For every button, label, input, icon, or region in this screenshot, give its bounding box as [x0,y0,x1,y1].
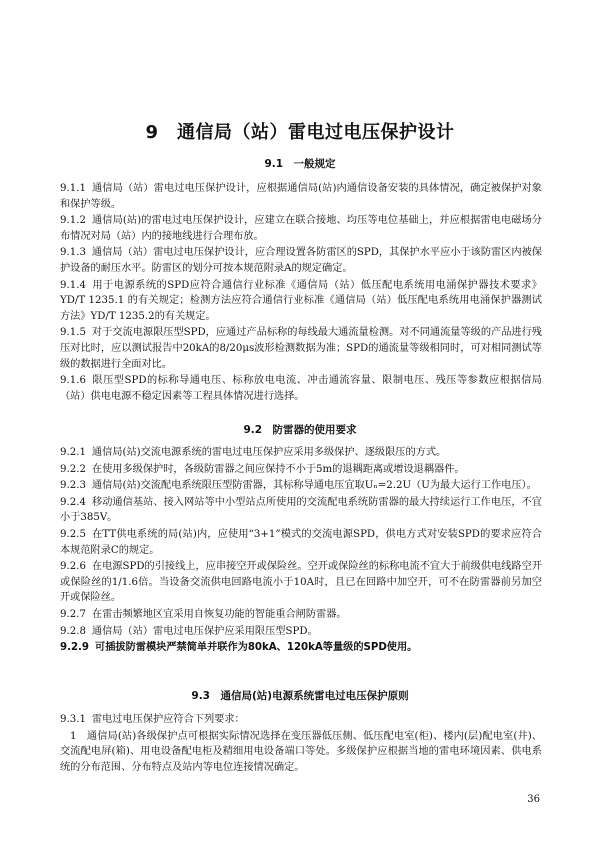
clause-paragraph [60,559,542,606]
section-9-3 [60,712,542,776]
clause-paragraph [60,325,542,372]
section-heading-9-2: 9.2 防雷器的使用要求 [243,424,357,436]
clause-paragraph [60,495,542,526]
clause-number: 9.1.2 [60,215,86,227]
clause-number: 9.1.6 [60,375,86,387]
clause-paragraph [60,712,542,728]
clause-paragraph [60,607,542,623]
page-number: 36 [527,794,540,805]
clause-paragraph [60,181,542,212]
section-9-2 [60,445,542,657]
clause-number: 9.1.4 [60,279,86,291]
clause-paragraph [60,213,542,244]
clause-number: 9.2.9 [60,642,90,654]
clause-paragraph [60,478,542,494]
clause-text: 通信局(站)交流配电系统限压型防雷器，其标称导通电压宜取Uₙ=2.2U（U为最大运行工作电压）。 [91,480,537,492]
clause-text: 用于电源系统的SPD应符合通信行业标准《通信局（站）低压配电系统用电涌保护器技术要求》YD/T 1235.1 的有关规定；检测方法应符合通信行业标准《通信局（站）低压配电系统用电涌保护器测试方法》YD/T 1235.2的有关规定。 [60,279,542,322]
clause-number: 9.2.8 [60,625,86,637]
clause-paragraph [60,624,542,640]
clause-text: 在雷击频繁地区宜采用自恢复功能的智能重合闸防雷器。 [91,608,347,620]
clause-paragraph [60,373,542,404]
clause-text: 雷电过电压保护应符合下列要求： [91,714,245,725]
clause-paragraph [60,462,542,478]
section-heading-9-3: 9.3 通信局(站)电源系统雷电过电压保护原则 [191,690,409,702]
clause-number: 9.2.1 [60,447,86,458]
clause-number: 9.3.1 [60,714,86,725]
clause-text: 通信局(站)的雷电过电压保护设计，应建立在联合接地、均压等电位基础上，并应根据雷电电磁场分布情况对局（站）内的接地线进行合理布放。 [60,215,542,242]
clause-number: 9.1.1 [60,183,86,194]
clause-paragraph [60,640,542,656]
section-heading-9-1: 9.1 一般规定 [264,158,336,170]
clause-number: 9.2.6 [60,561,86,573]
clause-number: 9.2.3 [60,480,86,492]
clause-text: 对于交流电源限压型SPD，应通过产品标称的每线最大通流量检测。对不同通流量等级的产品进行残压对比时，应以测试报告中20kA的8/20μs波形检测数据为准；SPD的通流量等级相同时，可对相同测试等级的数据进行全面对比。 [60,327,542,370]
clause-number: 9.2.5 [60,528,86,540]
clause-paragraph [60,527,542,558]
clause-text: 限压型SPD的标称导通电压、标称放电电流、冲击通流容量、限制电压、残压等参数应根据信局（站）供电电源不稳定因素等工程具体情况进行选择。 [60,375,542,402]
clause-text: 可插拔防雷模块严禁简单并联作为80kA、120kA等量级的SPD使用。 [95,642,418,654]
clause-paragraph [60,445,542,461]
clause-number: 9.2.2 [60,463,86,475]
clause-number: 9.1.5 [60,327,86,339]
clause-text: 移动通信基站、接入网站等中小型站点所使用的交流配电系统防雷器的最大持续运行工作电压，不宜小于385V。 [60,496,542,524]
clause-text: 1 通信局(站)各级保护点可根据实际情况选择在变压器低压侧、低压配电室(柜)、楼内(层)配电室(井)、交流配电屏(箱)、用电设备配电柜及精细用电设备端口等处。多级保护应根据当地的雷电环境因素、供电系统的分布范围、分布特点及站内等电位连接情况确定。 [60,730,542,773]
clause-text: 通信局（站）雷电过电压保护应采用限压型SPD。 [91,625,318,637]
clause-text: 在电源SPD的引接线上，应串接空开或保险丝。空开或保险丝的标称电流不宜大于前级供电线路空开或保险丝的1/1.6倍。当设备交流供电回路电流小于10A时，且已在回路中加空开，可不在防雷器前另加空开或保险丝。 [60,561,542,604]
clause-paragraph [60,245,542,276]
clause-number: 9.1.3 [60,247,86,259]
chapter-title: 9 通信局（站）雷电过电压保护设计 [145,122,455,143]
clause-text: 通信局(站)交流电源系统的雷电过电压保护应采用多级保护、逐级限压的方式。 [91,447,447,458]
clause-text: 在TT供电系统的局(站)内，应使用“3+1”模式的交流电源SPD，供电方式对安装SPD的要求应符合本规范附录C的规定。 [60,528,542,556]
clause-paragraph [60,278,542,325]
clause-text: 通信局（站）雷电过电压保护设计，应根据通信局(站)内通信设备安装的具体情况，确定被保护对象和保护等级。 [60,183,542,210]
clause-number: 9.2.7 [60,608,86,620]
clause-text: 通信局（站）雷电过电压保护设计，应合理设置各防雷区的SPD，其保护水平应小于该防雷区内被保护设备的耐压水平。防雷区的划分可按本规范附录A的规定确定。 [60,247,542,274]
clause-text: 在使用多级保护时，各级防雷器之间应保持不小于5m的退耦距离或增设退耦器件。 [91,463,465,475]
clause-number: 9.2.4 [60,496,86,508]
section-9-1 [60,181,542,405]
clause-paragraph [60,729,542,776]
